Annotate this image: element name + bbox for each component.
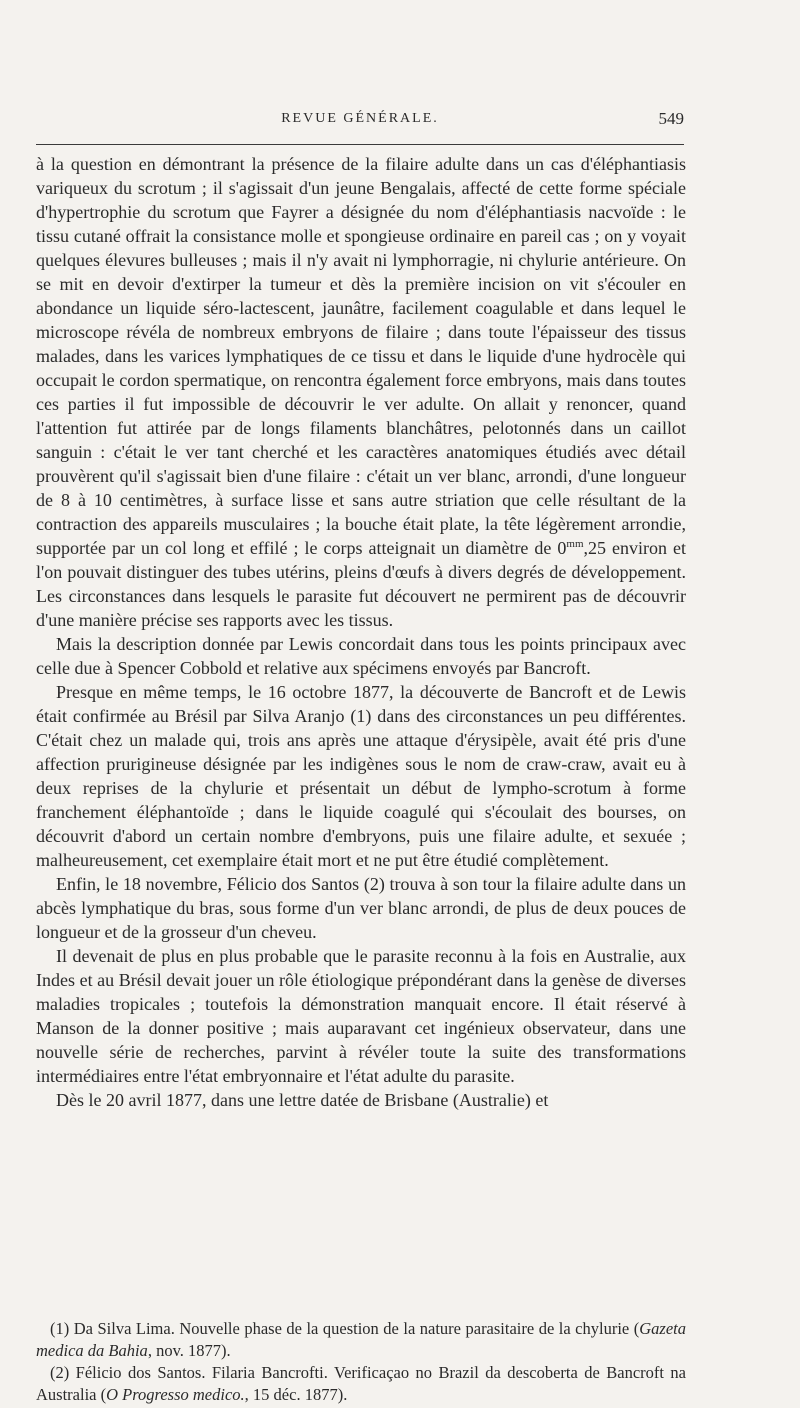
page-number: 549 (658, 109, 684, 128)
paragraph-3: Presque en même temps, le 16 octobre 1877, la découverte de Bancroft et de Lewis était confirmée au Brésil par Silva Aranjo (1) dans des circonstances un peu différentes. C'était chez un malade qui, trois ans après une attaque d'érysipèle, avait été pris d'une affection prurigineuse désignée par les indigènes sous le nom de craw-craw, avait eu à deux reprises de la chylurie et présentait un début de lympho-scrotum à forme franchement éléphantoïde ; dans le liquide coagulé qui s'écoulait des bourses, on découvrit d'abord un certain nombre d'embryons, puis une filaire adulte, et sexuée ; malheureusement, cet exemplaire était mort et ne put être étudié complètement. (36, 682, 686, 870)
page-header (36, 105, 684, 135)
paragraph-1: à la question en démontrant la présence de la filaire adulte dans un cas d'éléphantiasis variqueux du scrotum ; il s'agissait d'un jeune Bengalais, affecté de cette forme spéciale d'hypertrophie du scrotum que Fayrer a désignée du nom d'éléphantiasis nacvoïde : le tissu cutané offrait la consistance molle et spongieuse ordinaire en pareil cas ; on y voyait quelques élevures bulleuses ; mais il n'y avait ni lymphorragie, ni chylurie antérieure. On se mit en devoir d'extirper la tumeur et dès la première incision on vit s'écouler en abondance un liquide séro-lactescent, jaunâtre, facilement coagulable et dans lequel le microscope révéla de nombreux embryons de filaire ; dans toute l'épaisseur des tissus malades, dans les varices lymphatiques de ce tissu et dans le liquide d'une hydrocèle qui occupait le cordon spermatique, on rencontra également force embryons, mais dans toutes ces parties il fut impossible de découvrir le ver adulte. On allait y renoncer, quand l'attention fut attirée par de longs filaments blanchâtres, pelotonnés dans un caillot sanguin : c'était le ver tant cherché et les caractères anatomiques étudiés avec détail prouvèrent qu'il s'agissait bien d'une filaire : c'était un ver blanc, arrondi, d'une longueur de 8 à 10 centimètres, à surface lisse et sans autre striation que celle résultant de la contraction des appareils musculaires ; la bouche était plate, la tête légèrement arrondie, supportée par un col long et effilé ; le corps atteignait un diamètre de $0^{mm},25$ environ et l'on pouvait distinguer des tubes utérins, pleins d'œufs à divers degrés de développement. Les circonstances dans lesquels le parasite fut découvert ne permirent pas de découvrir d'une manière précise ses rapports avec les tissus. (36, 154, 686, 630)
footnote-1: (1) Da Silva Lima. Nouvelle phase de la question de la nature parasitaire de la chylurie (Gazeta medica da Bahia, nov. 1877). (36, 1319, 686, 1360)
paragraph-2: Mais la description donnée par Lewis concordait dans tous les points principaux avec celle due à Spencer Cobbold et relative aux spécimens envoyés par Bancroft. (36, 634, 686, 678)
header-rule (36, 144, 684, 145)
paragraph-5: Il devenait de plus en plus probable que le parasite reconnu à la fois en Australie, aux Indes et au Brésil devait jouer un rôle étiologique prépondérant dans la genèse de diverses maladies tropicales ; toutefois la démonstration manquait encore. Il était réservé à Manson de la donner positive ; mais auparavant cet ingénieux observateur, dans une nouvelle série de recherches, parvint à révéler toute la suite des transformations intermédiaires entre l'état embryonnaire et l'état adulte du parasite. (36, 946, 686, 1086)
paragraph-4: Enfin, le 18 novembre, Félicio dos Santos (2) trouva à son tour la filaire adulte dans un abcès lymphatique du bras, sous forme d'un ver blanc arrondi, de plus de deux pouces de longueur et de la grosseur d'un cheveu. (36, 874, 686, 942)
running-title: REVUE GÉNÉRALE. (281, 111, 439, 126)
footnote-2: (2) Félicio dos Santos. Filaria Bancrofti. Verificaçao no Brazil da descoberta de Bancroft na Australia (O Progresso medico., 15 déc. 1877). (36, 1363, 686, 1404)
unit-superscript: mm (566, 538, 584, 550)
footnotes (36, 1318, 686, 1406)
paragraph-6: Dès le 20 avril 1877, dans une lettre datée de Brisbane (Australie) et (56, 1090, 549, 1110)
body-text (36, 152, 686, 1112)
